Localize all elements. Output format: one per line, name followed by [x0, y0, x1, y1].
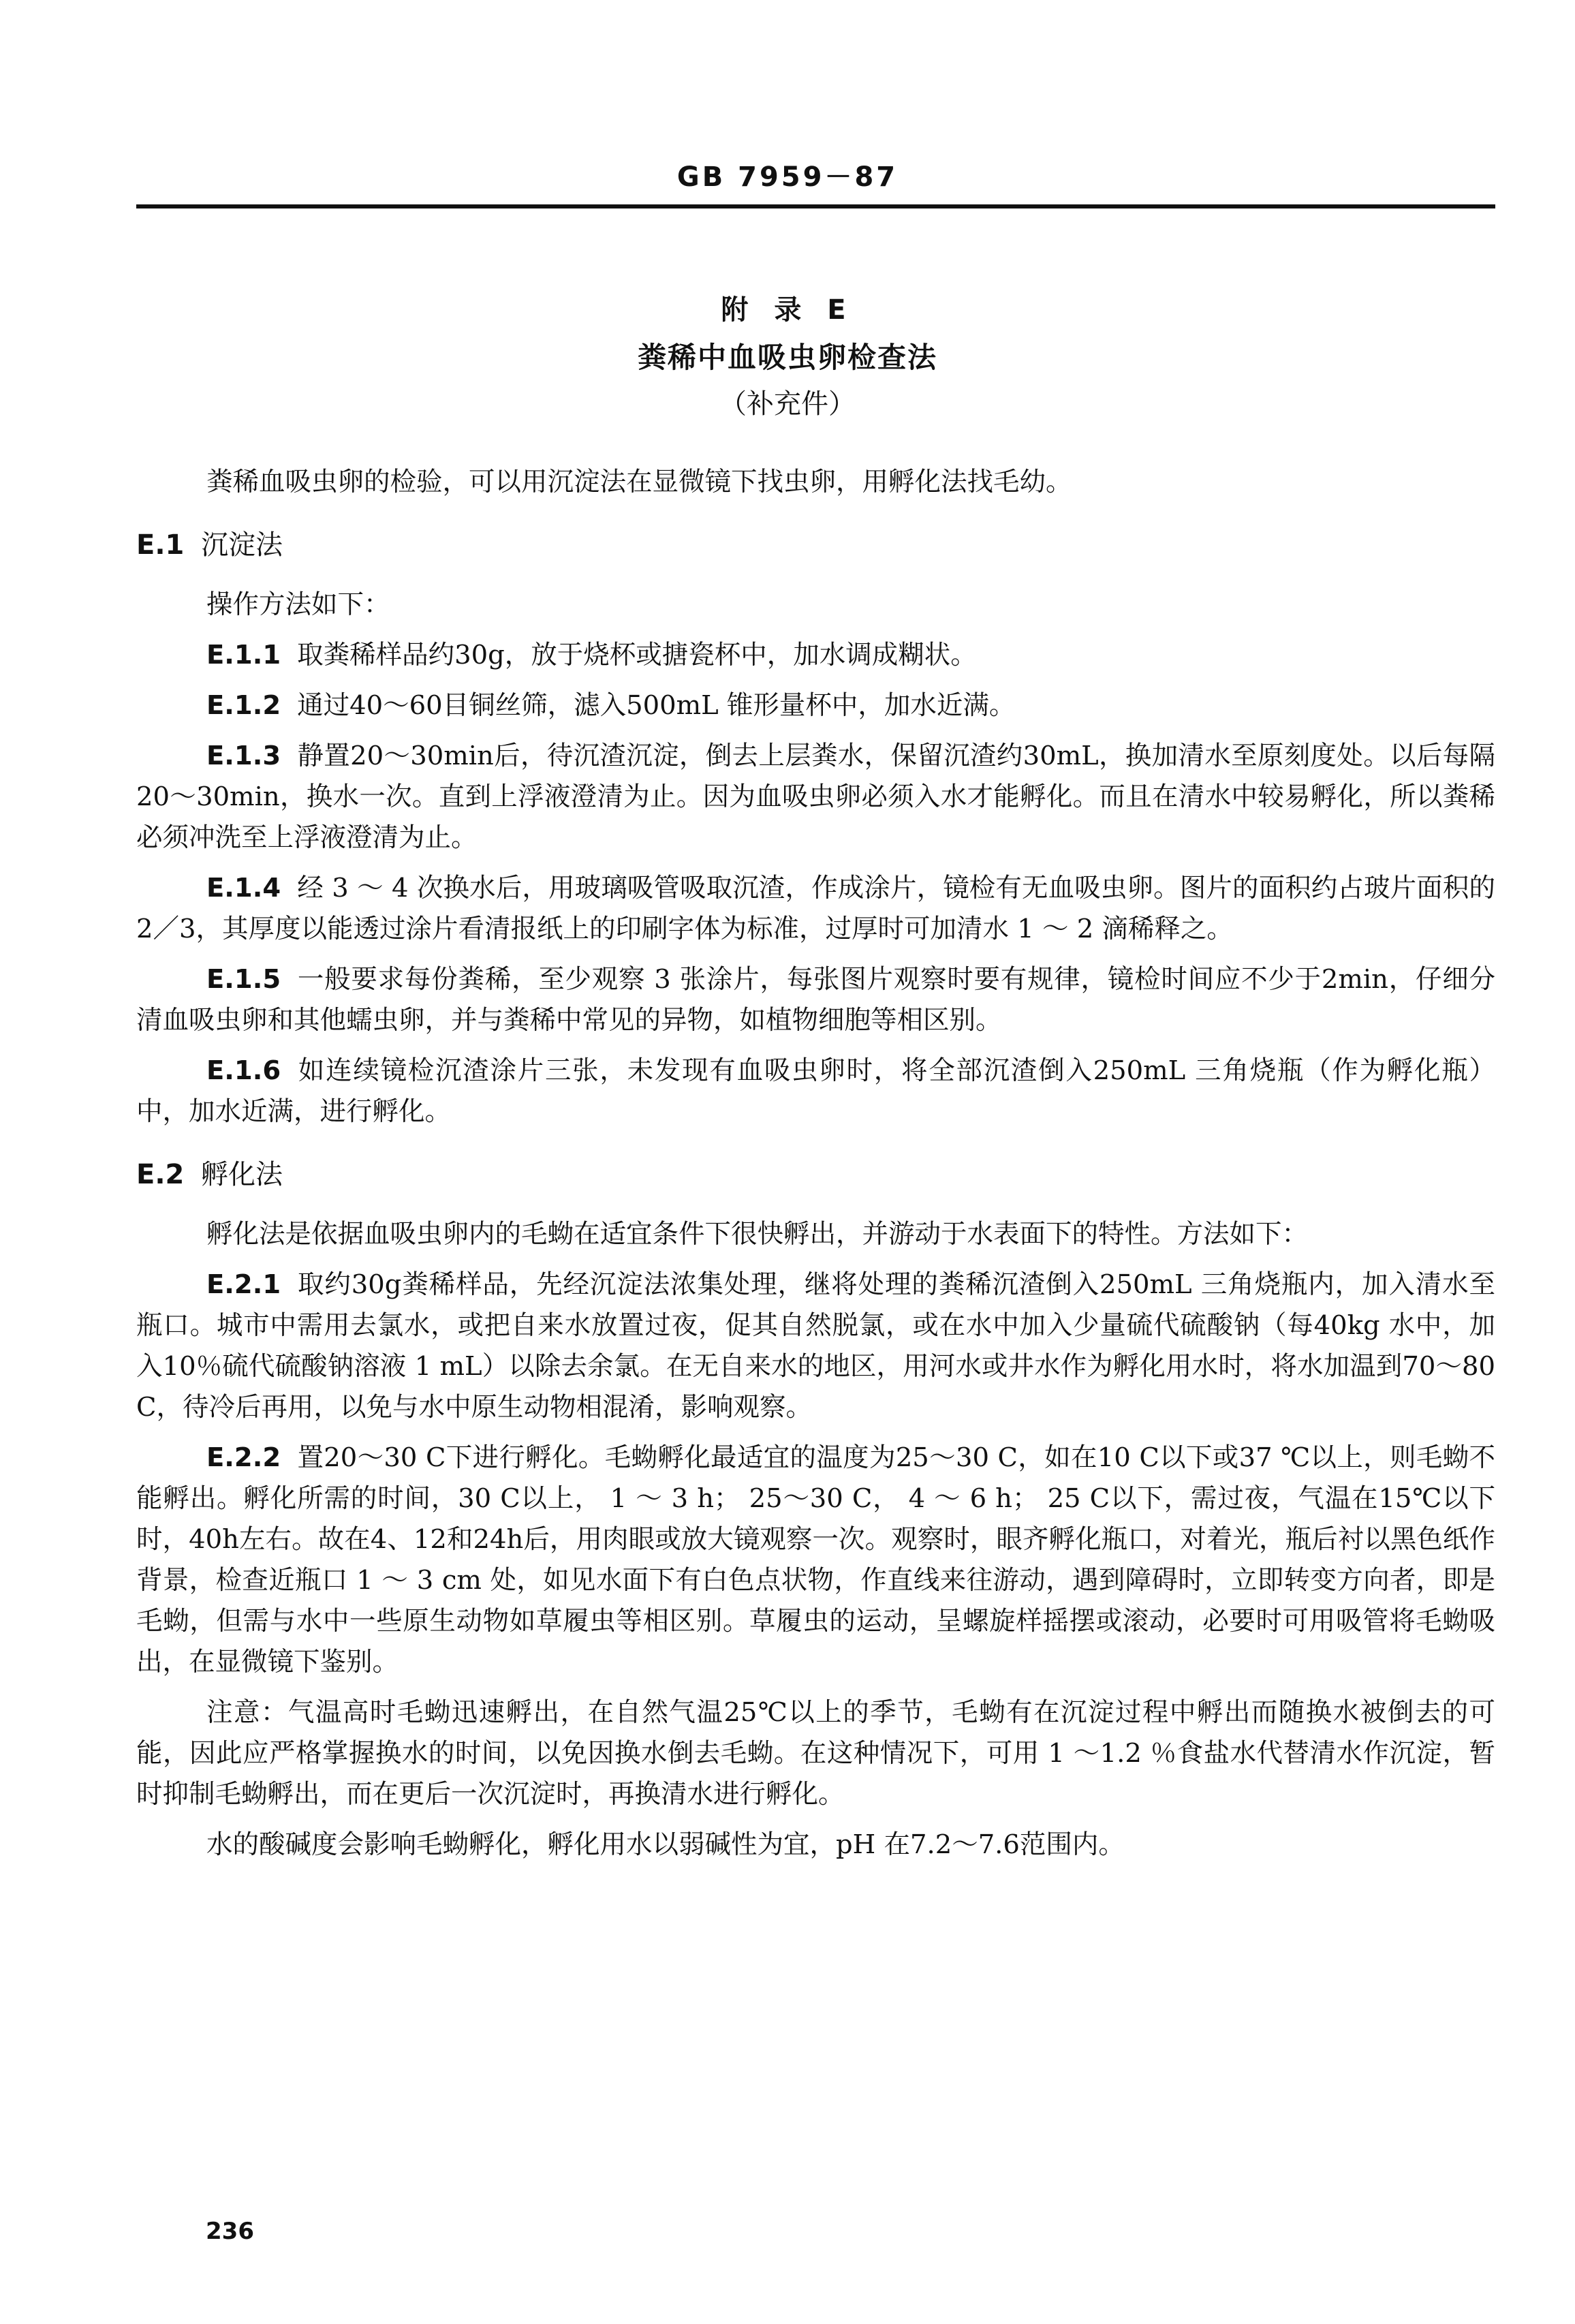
appendix-heading [0, 290, 1575, 426]
section-heading-e2 [136, 1154, 1495, 1195]
section-number: E.2 [136, 1159, 185, 1190]
clause-e2-1 [136, 1265, 1495, 1428]
clause-number: E.1.1 [206, 640, 281, 670]
clause-e1-5 [136, 959, 1495, 1041]
intro-paragraph: 粪稀血吸虫卵的检验，可以用沉淀法在显微镜下找虫卵，用孵化法找毛幼。 [206, 467, 1072, 497]
clause-number: E.2.2 [206, 1442, 281, 1473]
clause-text: 置20～30 C下进行孵化。毛蚴孵化最适宜的温度为25～30 C，如在10 C以下或37 ℃以上，则毛蚴不能孵出。孵化所需的时间，30 C以上， 1 ～ 3 h； 25～30 C， 4 ～ 6 h； 25 C以下，需过夜，气温在15℃以下时，40h左右。故在4、12和24h后，用肉眼或放大镜观察一次。观察时，眼齐孵化瓶口，对着光，瓶后衬以黑色纸作背景，检查近瓶口 1 ～ 3 cm 处，如见水面下有白色点状物，作直线来往游动，遇到障碍时，立即转变方向者，即是毛蚴，但需与水中一些原生动物如草履虫等相区别。草履虫的运动，呈螺旋样摇摆或滚动，必要时可用吸管将毛蚴吸出，在显微镜下鉴别。 [136, 1442, 1495, 1677]
document-body [136, 462, 1495, 1875]
appendix-note: （补充件） [719, 388, 856, 420]
clause-number: E.2.1 [206, 1269, 281, 1300]
clause-text: 静置20～30min后，待沉渣沉淀，倒去上层粪水，保留沉渣约30mL，换加清水至原刻度处。以后每隔20～30min，换水一次。直到上浮液澄清为止。因为血吸虫卵必须入水才能孵化。而且在清水中较易孵化，所以粪稀必须冲洗至上浮液澄清为止。 [136, 741, 1495, 853]
clause-number: E.1.6 [206, 1055, 281, 1086]
clause-number: E.1.3 [206, 741, 281, 771]
clause-text: 如连续镜检沉渣涂片三张，未发现有血吸虫卵时，将全部沉渣倒入250mL 三角烧瓶（作为孵化瓶）中，加水近满，进行孵化。 [136, 1055, 1495, 1127]
page-number: 236 [206, 2218, 254, 2245]
clause-e1-2 [136, 685, 1495, 726]
clause-e1-6 [136, 1051, 1495, 1132]
ph-paragraph: 水的酸碱度会影响毛蚴孵化，孵化用水以弱碱性为宜，pH 在7.2～7.6范围内。 [206, 1829, 1125, 1860]
clause-number: E.1.4 [206, 873, 281, 903]
clause-text: 通过40～60目铜丝筛，滤入500mL 锥形量杯中，加水近满。 [297, 690, 1016, 721]
appendix-label: 附 录 E [721, 294, 854, 326]
clause-e1-4 [136, 868, 1495, 950]
standard-code: GB 7959－87 [676, 161, 899, 193]
clause-text: 取约30g粪稀样品，先经沉淀法浓集处理，继将处理的粪稀沉渣倒入250mL 三角烧瓶内，加入清水至瓶口。城市中需用去氯水，或把自来水放置过夜，促其自然脱氯，或在水中加入少量硫代硫酸钠（每40kg 水中，加入10％硫代硫酸钠溶液 1 mL）以除去余氯。在无自来水的地区，用河水或井水作为孵化用水时，将水加温到70～80 C，待冷后再用，以免与水中原生动物相混淆，影响观察。 [136, 1269, 1495, 1423]
clause-e1-1 [136, 635, 1495, 676]
clause-e1-3 [136, 736, 1495, 858]
section-lead: 孵化法是依据血吸虫卵内的毛蚴在适宜条件下很快孵出，并游动于水表面下的特性。方法如下： [206, 1219, 1309, 1250]
appendix-title: 粪稀中血吸虫卵检查法 [637, 341, 937, 374]
note-paragraph: 注意：气温高时毛蚴迅速孵出，在自然气温25℃以上的季节，毛蚴有在沉淀过程中孵出而随换水被倒去的可能，因此应严格掌握换水的时间，以免因换水倒去毛蚴。在这种情况下，可用 1 ～1.2 ％食盐水代替清水作沉淀，暂时抑制毛蚴孵出，而在更后一次沉淀时，再换清水进行孵化。 [136, 1697, 1495, 1810]
clause-e2-2 [136, 1438, 1495, 1683]
clause-number: E.1.2 [206, 690, 281, 721]
section-number: E.1 [136, 529, 185, 561]
section-title: 孵化法 [201, 1159, 283, 1190]
section-lead: 操作方法如下： [206, 589, 390, 620]
header-rule [136, 204, 1495, 208]
clause-text: 取粪稀样品约30g，放于烧杯或搪瓷杯中，加水调成糊状。 [297, 640, 977, 670]
section-title: 沉淀法 [201, 529, 283, 561]
clause-text: 经 3 ～ 4 次换水后，用玻璃吸管吸取沉渣，作成涂片，镜检有无血吸虫卵。图片的面积约占玻片面积的2／3，其厚度以能透过涂片看清报纸上的印刷字体为标准，过厚时可加清水 1 ～ 2 滴稀释之。 [136, 873, 1495, 944]
clause-text: 一般要求每份粪稀，至少观察 3 张涂片，每张图片观察时要有规律，镜检时间应不少于2min，仔细分清血吸虫卵和其他蠕虫卵，并与粪稀中常见的异物，如植物细胞等相区别。 [136, 964, 1495, 1036]
section-heading-e1 [136, 525, 1495, 565]
clause-number: E.1.5 [206, 964, 281, 995]
